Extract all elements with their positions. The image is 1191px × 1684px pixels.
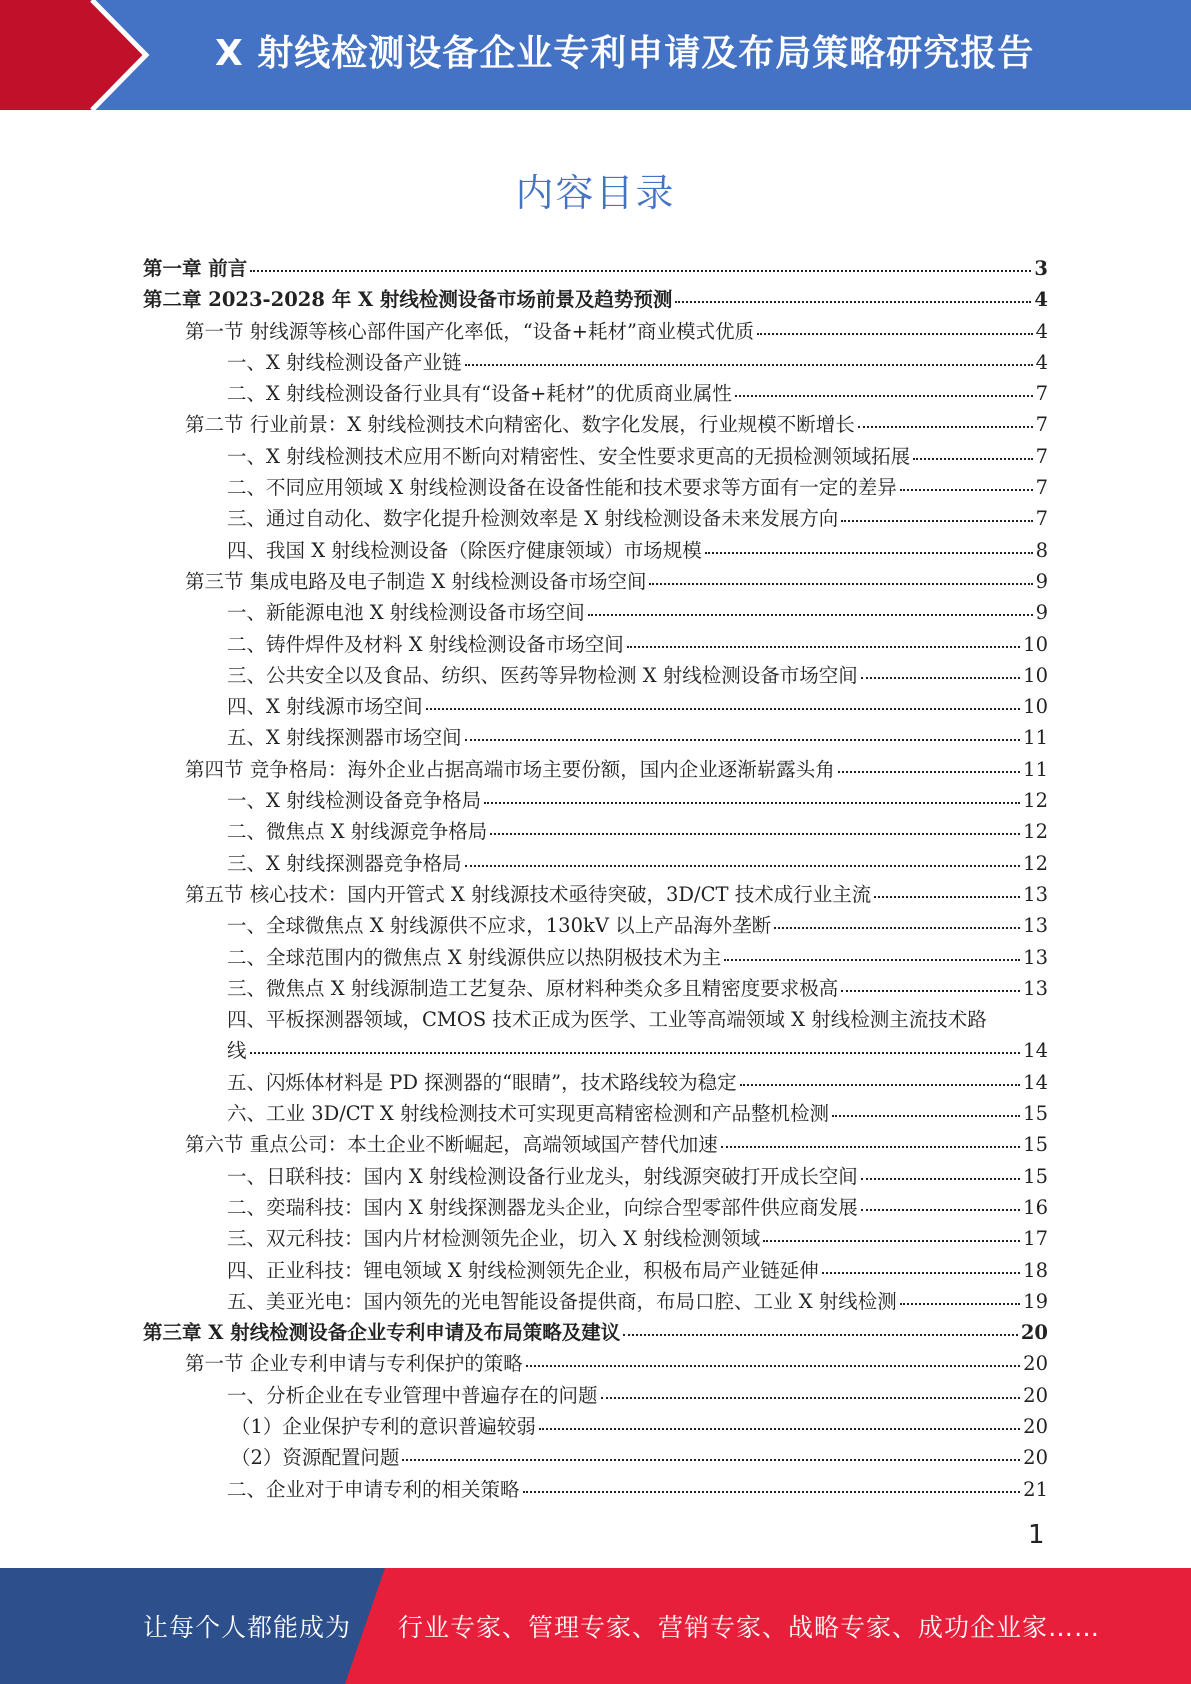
header-arrow-accent	[0, 0, 150, 110]
toc-entry-text: 三、双元科技：国内片材检测领先企业，切入 X 射线检测领域	[227, 1227, 761, 1251]
toc-entry-page: 15	[1023, 1133, 1048, 1157]
toc-leader-dots	[484, 796, 1020, 804]
toc-entry-text: 第三节 集成电路及电子制造 X 射线检测设备市场空间	[185, 569, 647, 593]
toc-entry-text: （1）企业保护专利的意识普遍较弱	[231, 1414, 536, 1438]
toc-entry-page: 7	[1035, 413, 1048, 437]
toc-entry[interactable]	[143, 910, 1048, 941]
toc-entry-page: 10	[1023, 663, 1048, 687]
toc-entry-page: 14	[1023, 1070, 1048, 1094]
toc-entry[interactable]	[143, 253, 1048, 284]
toc-leader-dots	[740, 1078, 1021, 1086]
toc-entry-text: 一、全球微焦点 X 射线源供不应求，130kV 以上产品海外垄断	[227, 914, 772, 938]
toc-entry-text: 二、奕瑞科技：国内 X 射线探测器龙头企业，向综合型零部件供应商发展	[227, 1195, 858, 1219]
toc-leader-dots	[601, 1391, 1021, 1399]
toc-entry[interactable]	[143, 409, 1048, 440]
toc-entry-text: 三、微焦点 X 射线源制造工艺复杂、原材料种类众多且精密度要求极高	[227, 976, 839, 1000]
toc-entry-text: 四、X 射线源市场空间	[227, 695, 423, 719]
toc-entry-text: 四、平板探测器领域，CMOS 技术正成为医学、工业等高端领域 X 射线检测主流技术路	[227, 1008, 987, 1032]
report-header	[0, 0, 1191, 110]
toc-entry[interactable]	[143, 1192, 1048, 1223]
toc-entry-page: 4	[1035, 319, 1048, 343]
table-of-contents	[143, 253, 1048, 1505]
toc-leader-dots	[721, 1140, 1020, 1148]
toc-entry[interactable]	[143, 1129, 1048, 1160]
toc-entry[interactable]	[143, 942, 1048, 973]
toc-entry[interactable]	[143, 535, 1048, 566]
toc-entry-page: 15	[1023, 1164, 1048, 1188]
toc-entry-text: 一、分析企业在专业管理中普遍存在的问题	[227, 1383, 598, 1407]
toc-entry[interactable]	[143, 1286, 1048, 1317]
toc-entry-text: 一、新能源电池 X 射线检测设备市场空间	[227, 601, 585, 625]
toc-entry[interactable]	[143, 441, 1048, 472]
toc-entry-text: 三、通过自动化、数字化提升检测效率是 X 射线检测设备未来发展方向	[227, 507, 839, 531]
toc-leader-dots	[763, 1234, 1020, 1242]
toc-entry[interactable]	[143, 1442, 1048, 1473]
toc-leader-dots	[402, 1453, 1020, 1461]
toc-entry[interactable]	[143, 472, 1048, 503]
toc-entry-page: 9	[1035, 569, 1048, 593]
toc-entry-page: 4	[1034, 288, 1048, 312]
toc-entry[interactable]	[143, 1067, 1048, 1098]
toc-leader-dots	[526, 1359, 1020, 1367]
toc-entry-text: （2）资源配置问题	[231, 1446, 400, 1470]
toc-entry[interactable]	[143, 1161, 1048, 1192]
toc-entry[interactable]	[143, 879, 1048, 910]
toc-leader-dots	[841, 514, 1032, 522]
toc-leader-dots	[490, 827, 1020, 835]
toc-entry-text: 二、全球范围内的微焦点 X 射线源供应以热阴极技术为主	[227, 945, 722, 969]
toc-entry[interactable]	[143, 816, 1048, 847]
footer-slogan-left: 让每个人都能成为	[143, 1613, 352, 1642]
toc-entry-text: 二、X 射线检测设备行业具有“设备+耗材”的优质商业属性	[227, 382, 732, 406]
toc-leader-dots	[724, 953, 1020, 961]
toc-entry-text: 第四节 竞争格局：海外企业占据高端市场主要份额，国内企业逐渐崭露头角	[185, 757, 835, 781]
toc-entry-page: 13	[1023, 914, 1048, 938]
toc-leader-dots	[913, 452, 1032, 460]
toc-entry-text: 第五节 核心技术：国内开管式 X 射线源技术亟待突破，3D/CT 技术成行业主流	[185, 882, 872, 906]
page-footer	[0, 1568, 1191, 1684]
toc-entry-page: 12	[1023, 851, 1048, 875]
toc-leader-dots	[250, 1046, 1021, 1054]
toc-entry-page: 9	[1035, 601, 1048, 625]
toc-entry-text: 一、X 射线检测技术应用不断向对精密性、安全性要求更高的无损检测领域拓展	[227, 444, 911, 468]
toc-entry-page: 7	[1035, 507, 1048, 531]
toc-entry[interactable]	[143, 1474, 1048, 1505]
toc-leader-dots	[861, 671, 1020, 679]
toc-entry-page: 7	[1035, 476, 1048, 500]
toc-entry-page: 20	[1023, 1446, 1048, 1470]
toc-entry-text: 五、闪烁体材料是 PD 探测器的“眼睛”，技术路线较为稳定	[227, 1070, 737, 1094]
toc-entry-page: 20	[1023, 1352, 1048, 1376]
toc-entry-text: 二、微焦点 X 射线源竞争格局	[227, 820, 488, 844]
toc-entry-page: 19	[1023, 1289, 1048, 1313]
toc-entry[interactable]	[143, 785, 1048, 816]
toc-leader-dots	[465, 859, 1021, 867]
toc-entry-page: 4	[1035, 350, 1048, 374]
toc-entry-page: 13	[1023, 945, 1048, 969]
toc-entry-text: 五、美亚光电：国内领先的光电智能设备提供商，布局口腔、工业 X 射线检测	[227, 1289, 897, 1313]
toc-leader-dots	[841, 984, 1020, 992]
toc-entry-continuation[interactable]	[143, 1035, 1048, 1066]
toc-entry-text: 线	[227, 1039, 247, 1063]
toc-entry-page: 21	[1023, 1477, 1048, 1501]
toc-entry-page: 18	[1023, 1258, 1048, 1282]
toc-entry-page: 10	[1023, 695, 1048, 719]
page-number: 1	[1028, 1520, 1045, 1550]
toc-entry-text: 第二章 2023-2028 年 X 射线检测设备市场前景及趋势预测	[143, 288, 673, 312]
toc-leader-dots	[861, 1203, 1020, 1211]
toc-entry-page: 11	[1023, 757, 1048, 781]
toc-entry-page: 16	[1023, 1195, 1048, 1219]
toc-entry[interactable]	[143, 1098, 1048, 1129]
toc-entry-text: 第一章 前言	[143, 257, 248, 280]
toc-leader-dots	[675, 295, 1031, 303]
toc-entry-page: 7	[1035, 444, 1048, 468]
toc-leader-dots	[627, 640, 1020, 648]
toc-heading: 内容目录	[515, 171, 676, 215]
toc-entry[interactable]	[143, 378, 1048, 409]
toc-entry[interactable]	[143, 1411, 1048, 1442]
toc-entry-text: 第一节 企业专利申请与专利保护的策略	[185, 1352, 523, 1376]
toc-entry-text: 四、正业科技：锂电领域 X 射线检测领先企业，积极布局产业链延伸	[227, 1258, 819, 1282]
toc-leader-dots	[874, 890, 1020, 898]
toc-entry[interactable]	[143, 722, 1048, 753]
toc-entry[interactable]	[143, 1004, 1048, 1035]
toc-entry-text: 六、工业 3D/CT X 射线检测技术可实现更高精密检测和产品整机检测	[227, 1102, 830, 1126]
toc-entry-text: 五、X 射线探测器市场空间	[227, 726, 462, 750]
toc-leader-dots	[822, 1266, 1020, 1274]
toc-entry-page: 12	[1023, 820, 1048, 844]
toc-leader-dots	[623, 1328, 1018, 1336]
toc-leader-dots	[465, 358, 1033, 366]
toc-entry[interactable]	[143, 973, 1048, 1004]
toc-entry-page: 17	[1023, 1227, 1048, 1251]
toc-entry-page: 13	[1023, 976, 1048, 1000]
toc-leader-dots	[250, 264, 1031, 272]
toc-entry-text: 三、X 射线探测器竞争格局	[227, 851, 462, 875]
toc-entry-page: 20	[1020, 1321, 1048, 1345]
toc-entry-page: 15	[1023, 1102, 1048, 1126]
toc-entry[interactable]	[143, 660, 1048, 691]
toc-leader-dots	[858, 420, 1033, 428]
toc-leader-dots	[523, 1485, 1021, 1493]
toc-leader-dots	[426, 702, 1021, 710]
toc-entry[interactable]	[143, 691, 1048, 722]
toc-entry-text: 第二节 行业前景：X 射线检测技术向精密化、数字化发展，行业规模不断增长	[185, 413, 855, 437]
toc-entry-text: 一、X 射线检测设备产业链	[227, 350, 462, 374]
toc-leader-dots	[649, 577, 1032, 585]
toc-leader-dots	[861, 1172, 1020, 1180]
toc-leader-dots	[838, 765, 1020, 773]
toc-entry-page: 20	[1023, 1414, 1048, 1438]
toc-leader-dots	[900, 1297, 1020, 1305]
toc-entry[interactable]	[143, 848, 1048, 879]
toc-entry-text: 第三章 X 射线检测设备企业专利申请及布局策略及建议	[143, 1321, 621, 1345]
toc-entry-page: 10	[1023, 632, 1048, 656]
toc-entry-page: 14	[1023, 1039, 1048, 1063]
toc-leader-dots	[588, 608, 1033, 616]
toc-entry[interactable]	[143, 1223, 1048, 1254]
toc-leader-dots	[735, 389, 1033, 397]
toc-entry[interactable]	[143, 597, 1048, 628]
toc-leader-dots	[900, 483, 1033, 491]
toc-entry[interactable]	[143, 1380, 1048, 1411]
toc-entry-page: 3	[1034, 257, 1048, 280]
toc-leader-dots	[774, 921, 1020, 929]
toc-leader-dots	[757, 327, 1033, 335]
toc-entry[interactable]	[143, 503, 1048, 534]
toc-entry-text: 二、不同应用领域 X 射线检测设备在设备性能和技术要求等方面有一定的差异	[227, 476, 897, 500]
toc-entry[interactable]	[143, 1348, 1048, 1379]
toc-entry-text: 二、企业对于申请专利的相关策略	[227, 1477, 520, 1501]
toc-leader-dots	[465, 733, 1021, 741]
toc-entry-text: 第六节 重点公司：本土企业不断崛起，高端领域国产替代加速	[185, 1133, 718, 1157]
report-title: X 射线检测设备企业专利申请及布局策略研究报告	[215, 33, 1035, 74]
toc-entry-page: 7	[1035, 382, 1048, 406]
toc-entry[interactable]	[143, 1255, 1048, 1286]
toc-entry-text: 一、日联科技：国内 X 射线检测设备行业龙头，射线源突破打开成长空间	[227, 1164, 858, 1188]
toc-entry-text: 第一节 射线源等核心部件国产化率低，“设备+耗材”商业模式优质	[185, 319, 754, 343]
toc-entry[interactable]	[143, 1317, 1048, 1348]
toc-entry-text: 二、铸件焊件及材料 X 射线检测设备市场空间	[227, 632, 624, 656]
toc-leader-dots	[832, 1109, 1020, 1117]
toc-entry-page: 12	[1023, 789, 1048, 813]
toc-entry[interactable]	[143, 629, 1048, 660]
toc-entry-text: 三、公共安全以及食品、纺织、医药等异物检测 X 射线检测设备市场空间	[227, 663, 858, 687]
toc-entry[interactable]	[143, 754, 1048, 785]
toc-entry[interactable]	[143, 347, 1048, 378]
toc-entry-text: 四、我国 X 射线检测设备（除医疗健康领域）市场规模	[227, 538, 702, 562]
toc-entry-page: 13	[1023, 882, 1048, 906]
toc-entry[interactable]	[143, 566, 1048, 597]
toc-leader-dots	[705, 546, 1033, 554]
toc-entry-page: 8	[1035, 538, 1048, 562]
toc-entry-page: 11	[1023, 726, 1048, 750]
toc-entry-text: 一、X 射线检测设备竞争格局	[227, 789, 482, 813]
toc-entry[interactable]	[143, 316, 1048, 347]
toc-entry[interactable]	[143, 284, 1048, 315]
toc-leader-dots	[539, 1422, 1020, 1430]
toc-entry-page: 20	[1023, 1383, 1048, 1407]
footer-slogan-right: 行业专家、管理专家、营销专家、战略专家、成功企业家……	[398, 1613, 1101, 1642]
